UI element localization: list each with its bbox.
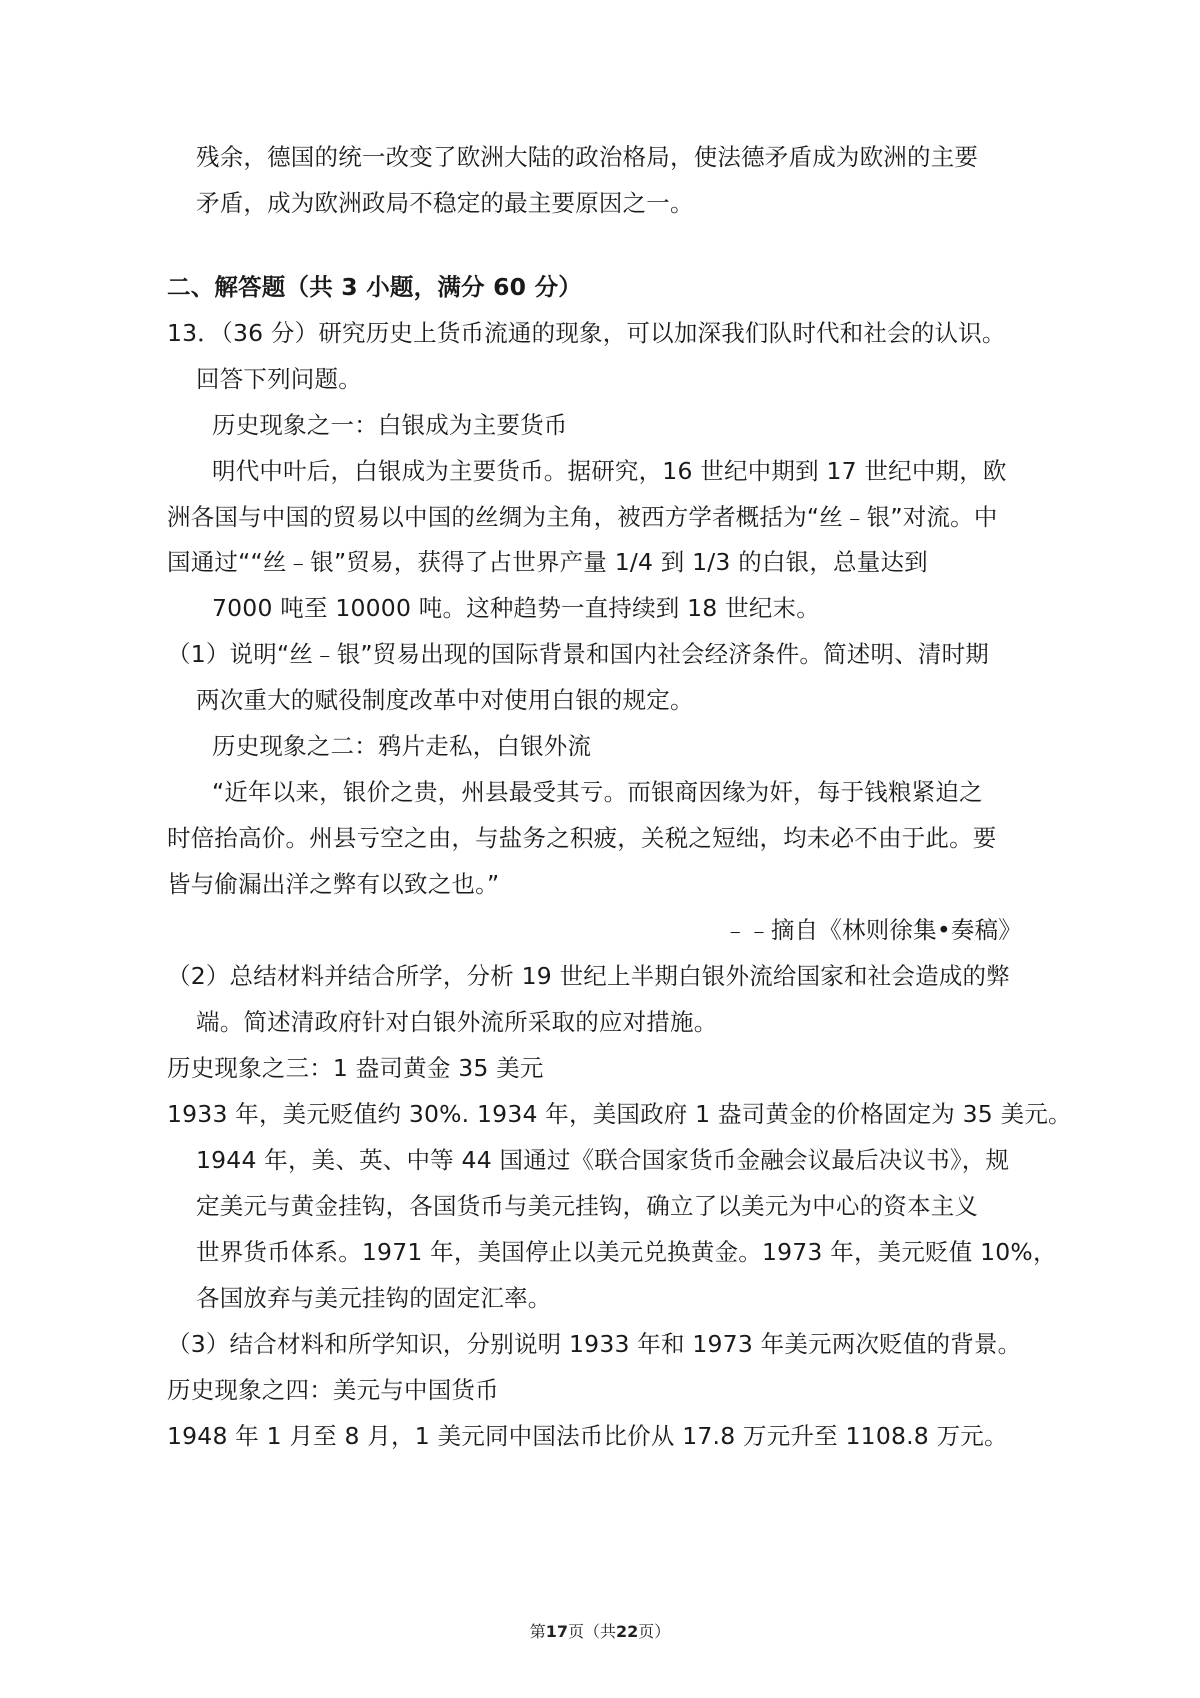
sub-question-1: （1）说明“丝﹣银”贸易出现的国际背景和国内社会经济条件。简述明、清时期	[167, 640, 989, 668]
quote-source: ﹣﹣摘自《林则徐集•奏稿》	[723, 916, 1022, 944]
sub-question-3: （3）结合材料和所学知识，分别说明 1933 年和 1973 年美元两次贬值的背景。	[167, 1330, 1022, 1358]
text-line: 国通过““丝﹣银”贸易，获得了占世界产量 1/4 到 1/3 的白银，总量达到	[167, 548, 928, 576]
phenomenon-title: 历史现象之四：美元与中国货币	[167, 1376, 499, 1404]
text-line: 残余，德国的统一改变了欧洲大陆的政治格局，使法德矛盾成为欧洲的主要	[196, 143, 979, 171]
text-line: 1948 年 1 月至 8 月，1 美元同中国法币比价从 17.8 万元升至 1108.8 万元。	[167, 1422, 1008, 1450]
text-line: 回答下列问题。	[196, 365, 362, 393]
footer-page-number: 17	[545, 1622, 568, 1641]
phenomenon-title: 历史现象之二：鸦片走私，白银外流	[212, 732, 592, 760]
text-line: 各国放弃与美元挂钩的固定汇率。	[196, 1284, 552, 1312]
text-line: 1944 年，美、英、中等 44 国通过《联合国家货币金融会议最后决议书》，规	[196, 1146, 1010, 1174]
text-line: 洲各国与中国的贸易以中国的丝绸为主角，被西方学者概括为“丝﹣银”对流。中	[167, 503, 998, 531]
footer-prefix: 第	[529, 1622, 546, 1641]
text-line: 1933 年，美元贬值约 30%. 1934 年，美国政府 1 盎司黄金的价格固定为 35 美元。	[167, 1100, 1072, 1128]
text-line: 世界货币体系。1971 年，美国停止以美元兑换黄金。1973 年，美元贬值 10%，	[196, 1238, 1057, 1266]
page-footer	[0, 1621, 1200, 1643]
phenomenon-title: 历史现象之三：1 盎司黄金 35 美元	[167, 1054, 544, 1082]
phenomenon-title: 历史现象之一：白银成为主要货币	[212, 411, 568, 439]
text-line: 两次重大的赋役制度改革中对使用白银的规定。	[196, 686, 694, 714]
footer-middle: 页（共	[567, 1622, 616, 1641]
quote-line: 皆与偷漏出洋之弊有以致之也。”	[167, 870, 500, 898]
text-line: 明代中叶后，白银成为主要货币。据研究，16 世纪中期到 17 世纪中期，欧	[212, 457, 1007, 485]
footer-suffix: 页）	[638, 1622, 671, 1641]
section-heading: 二、解答题（共 3 小题，满分 60 分）	[167, 273, 582, 301]
text-line: 矛盾，成为欧洲政局不稳定的最主要原因之一。	[196, 189, 694, 217]
quote-line: 时倍抬高价。州县亏空之由，与盐务之积疲，关税之短绌，均未必不由于此。要	[167, 824, 997, 852]
question-13-stem: 13．（36 分）研究历史上货币流通的现象，可以加深我们队时代和社会的认识。	[167, 319, 1006, 347]
sub-question-2: （2）总结材料并结合所学，分析 19 世纪上半期白银外流给国家和社会造成的弊	[167, 962, 1010, 990]
footer-total-pages: 22	[616, 1622, 639, 1641]
text-line: 端。简述清政府针对白银外流所采取的应对措施。	[196, 1008, 718, 1036]
text-line: 定美元与黄金挂钩，各国货币与美元挂钩，确立了以美元为中心的资本主义	[196, 1192, 979, 1220]
quote-line: “近年以来，银价之贵，州县最受其亏。而银商因缘为奸，每于钱粮紧迫之	[212, 778, 983, 806]
text-line: 7000 吨至 10000 吨。这种趋势一直持续到 18 世纪末。	[212, 594, 820, 622]
